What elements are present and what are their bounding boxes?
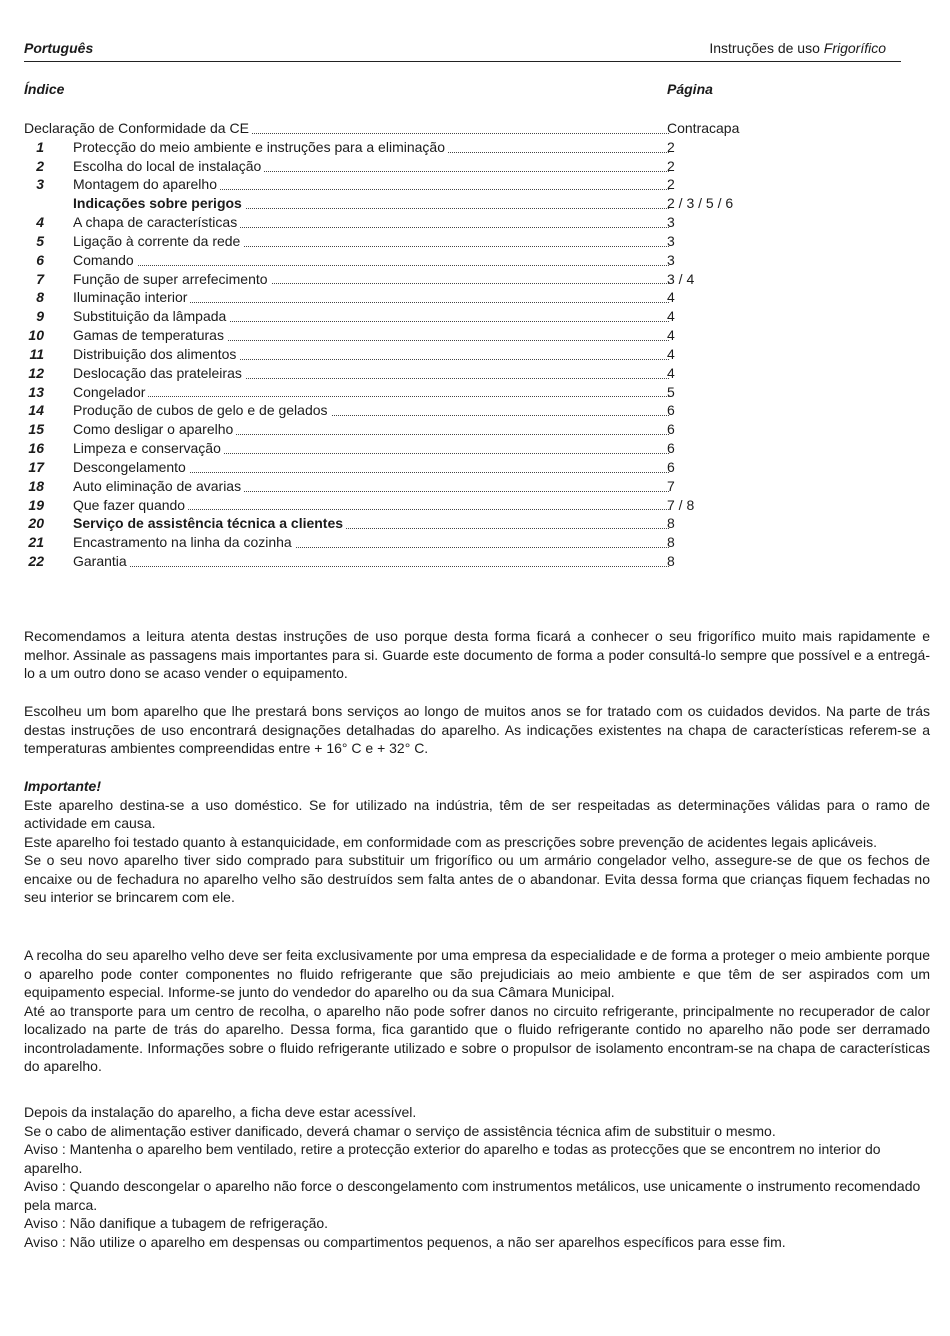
toc-entry-text: Iluminação interior — [73, 289, 190, 305]
warning-line: Aviso : Não danifique a tubagem de refrigeração. — [24, 1215, 329, 1231]
toc-entry — [73, 533, 669, 552]
toc-page-number: 4 — [667, 364, 675, 381]
toc-row — [24, 232, 744, 251]
toc-page-number: 3 — [667, 232, 675, 249]
toc-entry-text: Protecção do meio ambiente e instruções para a eliminação — [73, 139, 448, 155]
disposal-paragraph-1: A recolha do seu aparelho velho deve ser feita exclusivamente por uma empresa da especialidade e de forma a proteger o meio ambiente porque o aparelho pode conter componentes no fluido refrigerante que são prejudiciais ao meio ambiente e que têm de ser aspirados com um equipamento especial. Informe-se junto do vendedor do aparelho ou da sua Câmara Municipal. — [24, 947, 930, 1000]
toc-page-number: 7 / 8 — [667, 496, 695, 513]
toc-number: 14 — [28, 402, 44, 419]
toc-entry — [73, 458, 669, 477]
toc-entry — [73, 251, 669, 270]
toc-number: 20 — [28, 515, 44, 532]
toc-number: 4 — [36, 214, 44, 231]
toc-page-number: 3 / 4 — [667, 270, 695, 287]
toc-number: 13 — [28, 383, 44, 400]
table-of-contents — [24, 119, 744, 571]
toc-entry — [73, 232, 669, 251]
toc-page-number: 6 — [667, 402, 675, 419]
toc-number: 10 — [28, 327, 44, 344]
important-paragraph-3: Se o seu novo aparelho tiver sido comprado para substituir um frigorífico ou um armário congelador velho, assegure-se de que os fechos de encaixe ou de fechadura no aparelho velho são destruídos sem falta antes de o abandonar. Evita dessa forma que crianças fiquem fechadas no seu interior se brincarem com ele. — [24, 852, 930, 905]
toc-row — [24, 383, 744, 402]
toc-entry — [73, 213, 669, 232]
toc-entry — [73, 420, 669, 439]
toc-page-number: 7 — [667, 477, 675, 494]
toc-number: 5 — [36, 232, 44, 249]
toc-entry — [73, 401, 669, 420]
toc-page-number: 4 — [667, 308, 675, 325]
dot-leader — [73, 396, 669, 397]
toc-number: 8 — [36, 289, 44, 306]
toc-entry-text: Ligação à corrente da rede — [73, 233, 243, 249]
toc-entry — [73, 288, 669, 307]
toc-page-number: 8 — [667, 515, 675, 532]
warning-line: Aviso : Não utilize o aparelho em despensas ou compartimentos pequenos, a não ser aparelhos específicos para esse fim. — [24, 1233, 786, 1250]
toc-row — [24, 326, 744, 345]
toc-row — [24, 345, 744, 364]
warning-line: Depois da instalação do aparelho, a ficha deve estar acessível. — [24, 1104, 417, 1120]
toc-row — [24, 213, 744, 232]
toc-number: 17 — [28, 458, 44, 475]
toc-number: 7 — [36, 270, 44, 287]
toc-entry-text: Substituição da lâmpada — [73, 308, 229, 324]
toc-entry-text: Garantia — [73, 553, 130, 569]
toc-row — [24, 288, 744, 307]
toc-entry-text: Como desligar o aparelho — [73, 421, 236, 437]
toc-entry — [73, 496, 669, 515]
toc-page-number: 8 — [667, 553, 675, 570]
important-section — [24, 777, 930, 907]
page-header — [24, 40, 900, 58]
toc-row — [24, 552, 744, 571]
toc-number: 2 — [36, 157, 44, 174]
intro-paragraph-2: Escolheu um bom aparelho que lhe prestará bons serviços ao longo de muitos anos se for tratado com os cuidados devidos. Na parte de trás destas instruções de uso encontrará designações detalhadas do aparelho. As indicações existentes na chapa de características referem-se a temperaturas ambientes compreendidas entre + 16° C e + 32° C. — [24, 703, 930, 756]
warnings-section — [24, 1103, 930, 1251]
toc-row — [24, 458, 744, 477]
toc-page-number: Contracapa — [667, 120, 740, 136]
toc-number: 6 — [36, 251, 44, 268]
toc-row — [24, 175, 744, 194]
header-manual-title: Instruções de uso — [709, 40, 820, 56]
toc-entry-text: Deslocação das prateleiras — [73, 365, 245, 381]
toc-page-number: 4 — [667, 327, 675, 344]
toc-entry — [24, 119, 669, 138]
toc-entry — [73, 364, 669, 383]
toc-entry-text: Produção de cubos de gelo e de gelados — [73, 402, 331, 418]
toc-entry-text: Auto eliminação de avarias — [73, 478, 244, 494]
toc-entry — [73, 326, 669, 345]
toc-number: 19 — [28, 496, 44, 513]
toc-entry-text: Montagem do aparelho — [73, 176, 220, 192]
toc-number: 3 — [36, 176, 44, 193]
toc-row — [24, 364, 744, 383]
toc-number: 9 — [36, 308, 44, 325]
toc-page-number: 3 — [667, 214, 675, 231]
toc-number: 22 — [28, 553, 44, 570]
warning-line: Se o cabo de alimentação estiver danificado, deverá chamar o serviço de assistência técnica afim de substituir o mesmo. — [24, 1122, 776, 1139]
header-language: Português — [24, 40, 94, 56]
toc-entry — [73, 439, 669, 458]
toc-page-number: 6 — [667, 421, 675, 438]
important-title: Importante! — [24, 778, 101, 794]
index-page-heading: Página — [667, 81, 713, 97]
toc-page-number: 3 — [667, 251, 675, 268]
toc-page-number: 4 — [667, 289, 675, 306]
toc-row — [24, 138, 744, 157]
toc-entry — [73, 307, 669, 326]
toc-entry — [73, 194, 669, 213]
toc-entry-text: Declaração de Conformidade da CE — [24, 120, 252, 136]
toc-entry-text: Encastramento na linha da cozinha — [73, 534, 295, 550]
disposal-paragraph-2: Até ao transporte para um centro de recolha, o aparelho não pode sofrer danos no circuito refrigerante, principalmente no recuperador de calor localizado na parte de trás do aparelho. Dessa forma, fica garantido que o fluido refrigerante contido no aparelho não pode ser derramado incontroladamente. Informações sobre o fluido refrigerante utilizado e sobre o propulsor de isolamento encontram-se na chapa de características do aparelho. — [24, 1002, 930, 1074]
toc-entry — [73, 345, 669, 364]
toc-row — [24, 194, 744, 213]
toc-number: 11 — [29, 345, 44, 362]
toc-row — [24, 420, 744, 439]
toc-number: 1 — [36, 138, 44, 155]
toc-entry-text: Serviço de assistência técnica a clientes — [73, 515, 346, 531]
toc-number: 16 — [28, 440, 44, 457]
header-rule — [24, 61, 901, 62]
toc-page-number: 6 — [667, 440, 675, 457]
important-paragraph-1: Este aparelho destina-se a uso doméstico. Se for utilizado na indústria, têm de ser respeitadas as determinações válidas para o ramo de actividade em causa. — [24, 796, 930, 831]
toc-entry-text: Que fazer quando — [73, 497, 188, 513]
toc-row — [24, 307, 744, 326]
toc-row — [24, 157, 744, 176]
toc-entry-text: Distribuição dos alimentos — [73, 346, 239, 362]
toc-page-number: 2 — [667, 176, 675, 193]
toc-entry-text: Indicações sobre perigos — [73, 195, 245, 211]
toc-page-number: 4 — [667, 345, 675, 362]
toc-entry-text: Gamas de temperaturas — [73, 327, 227, 343]
intro-paragraph-1: Recomendamos a leitura atenta destas instruções de uso porque desta forma ficará a conhecer o seu frigorífico muito mais rapidamente e melhor. Assinale as passagens mais importantes para si. Guarde este documento de forma a poder consultá-lo sempre que possível e a entregá-lo a um outro dono se acaso vender o equipamento. — [24, 628, 930, 681]
disposal-section — [24, 946, 930, 1076]
toc-row — [24, 270, 744, 289]
toc-row — [24, 533, 744, 552]
toc-page-number: 2 — [667, 157, 675, 174]
toc-entry — [73, 514, 669, 533]
toc-page-number: 2 / 3 / 5 / 6 — [667, 195, 734, 212]
toc-entry-text: Limpeza e conservação — [73, 440, 224, 456]
toc-row — [24, 477, 744, 496]
dot-leader — [73, 566, 669, 567]
toc-row — [24, 439, 744, 458]
warning-line: Aviso : Mantenha o aparelho bem ventilado, retire a protecção exterior do aparelho e todas as protecções que se encontrem no interior do aparelho. — [24, 1141, 881, 1176]
toc-row — [24, 496, 744, 515]
toc-entry — [73, 157, 669, 176]
toc-entry-text: Descongelamento — [73, 459, 189, 475]
toc-row — [24, 514, 744, 533]
warning-line: Aviso : Quando descongelar o aparelho não force o descongelamento com instrumentos metálicos, use unicamente o instrumento recomendado pela marca. — [24, 1178, 921, 1213]
header-title — [709, 40, 886, 56]
header-product: Frigorífico — [823, 40, 886, 56]
toc-row — [24, 401, 744, 420]
toc-entry — [73, 383, 669, 402]
dot-leader — [73, 265, 669, 266]
toc-page-number: 2 — [667, 138, 675, 155]
toc-number: 12 — [28, 364, 44, 381]
toc-entry — [73, 175, 669, 194]
toc-page-number: 5 — [667, 383, 675, 400]
toc-entry-text: Função de super arrefecimento — [73, 271, 271, 287]
toc-entry-text: Congelador — [73, 384, 148, 400]
toc-number: 21 — [28, 534, 44, 551]
toc-number: 15 — [28, 421, 44, 438]
toc-entry — [73, 477, 669, 496]
index-title: Índice — [24, 81, 65, 97]
important-paragraph-2: Este aparelho foi testado quanto à estanquicidade, em conformidade com as prescrições sobre prevenção de acidentes legais aplicáveis. — [24, 833, 877, 850]
toc-page-number: 6 — [667, 458, 675, 475]
toc-entry — [73, 552, 669, 571]
toc-number: 18 — [28, 477, 44, 494]
toc-row — [24, 119, 744, 138]
toc-entry — [73, 270, 669, 289]
toc-entry-text: A chapa de características — [73, 214, 240, 230]
toc-entry-text: Escolha do local de instalação — [73, 158, 264, 174]
toc-page-number: 8 — [667, 534, 675, 551]
toc-entry-text: Comando — [73, 252, 137, 268]
toc-row — [24, 251, 744, 270]
toc-entry — [73, 138, 669, 157]
